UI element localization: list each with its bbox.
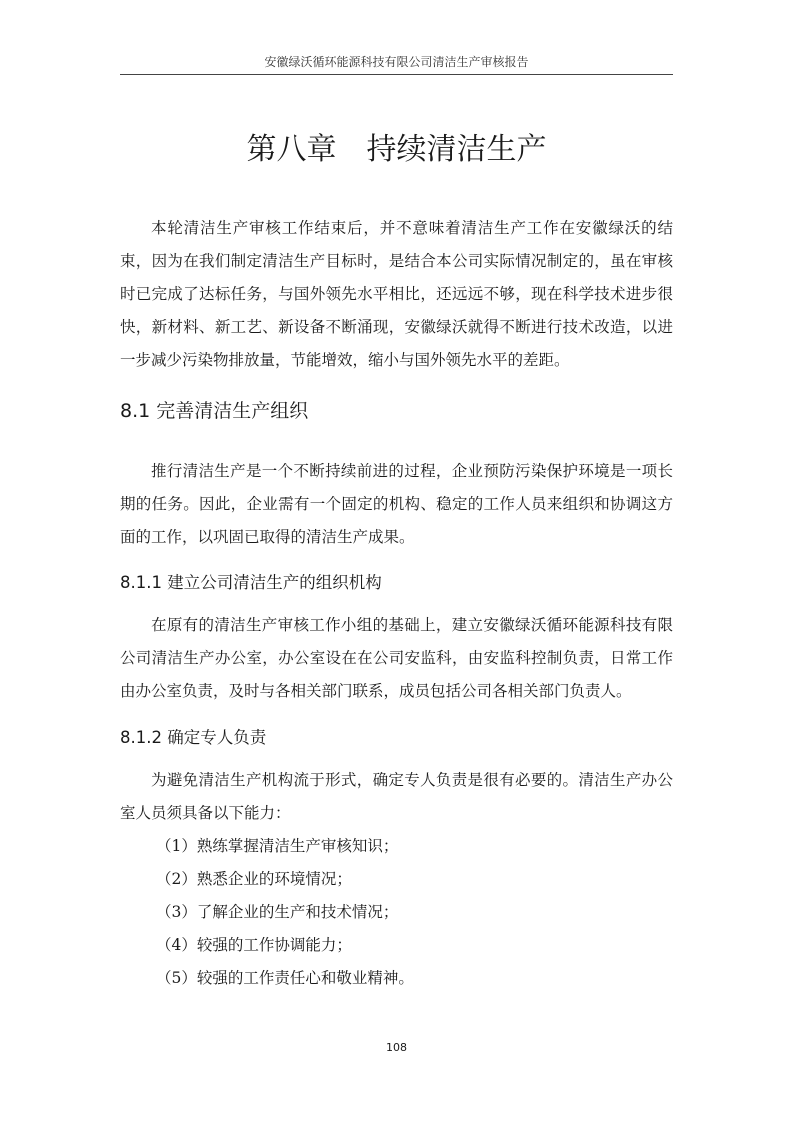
intro-paragraph: 本轮清洁生产审核工作结束后，并不意味着清洁生产工作在安徽绿沃的结束，因为在我们制定清洁生产目标时，是结合本公司实际情况制定的，虽在审核时已完成了达标任务，与国外领先水平相比，还远远不够，现在科学技术进步很快，新材料、新工艺、新设备不断涌现，安徽绿沃就得不断进行技术改造，以进一步减少污染物排放量，节能增效，缩小与国外领先水平的差距。: [120, 219, 673, 369]
header-rule: [120, 74, 673, 75]
chapter-title: 第八章 持续清洁生产: [246, 132, 547, 167]
subsection-heading-8-1-1: 8.1.1 建立公司清洁生产的组织机构: [120, 573, 382, 592]
page-number: 108: [386, 1041, 407, 1054]
ability-list: [156, 830, 673, 995]
page-header: 安徽绿沃循环能源科技有限公司清洁生产审核报告: [264, 55, 529, 69]
list-item: （2）熟悉企业的环境情况；: [156, 870, 352, 888]
section-8-1-1-paragraph: 在原有的清洁生产审核工作小组的基础上，建立安徽绿沃循环能源科技有限公司清洁生产办公室，办公室设在在公司安监科，由安监科控制负责，日常工作由办公室负责，及时与各相关部门联系，成员包括公司各相关部门负责人。: [120, 616, 673, 700]
section-heading-8-1: 8.1 完善清洁生产组织: [120, 400, 309, 422]
section-8-1-paragraph: 推行清洁生产是一个不断持续前进的过程，企业预防污染保护环境是一项长期的任务。因此，企业需有一个固定的机构、稳定的工作人员来组织和协调这方面的工作，以巩固已取得的清洁生产成果。: [120, 462, 673, 546]
list-item: （1）熟练掌握清洁生产审核知识；: [156, 837, 399, 855]
list-item: （3）了解企业的生产和技术情况；: [156, 903, 399, 921]
section-8-1-2-paragraph: 为避免清洁生产机构流于形式，确定专人负责是很有必要的。清洁生产办公室人员须具备以下能力：: [120, 771, 673, 822]
list-item: （4）较强的工作协调能力；: [156, 936, 352, 954]
subsection-heading-8-1-2: 8.1.2 确定专人负责: [120, 728, 267, 747]
list-item: （5）较强的工作责任心和敬业精神。: [156, 969, 414, 987]
